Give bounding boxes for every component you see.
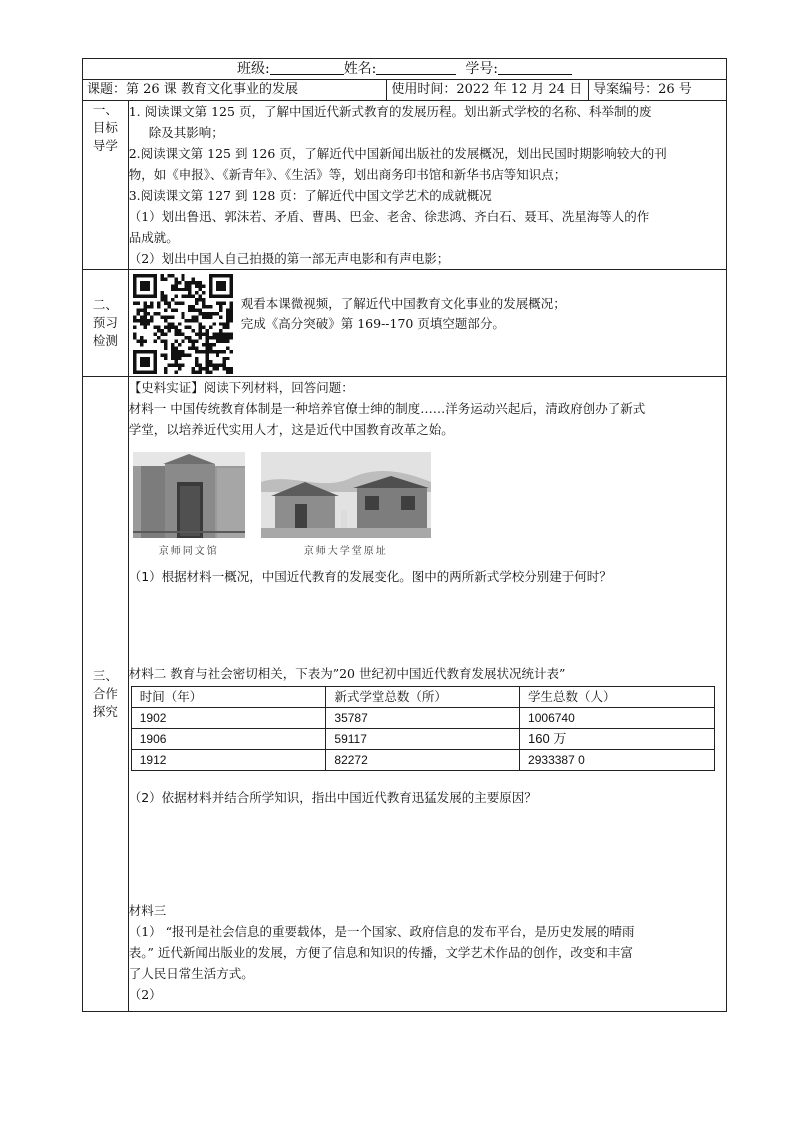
material-1-line: 材料一 中国传统教育体制是一种培养官僚士绅的制度……洋务运动兴起后，清政府创办了新式 — [128, 401, 646, 416]
section-1-label: 一、 目标 导学 — [83, 101, 129, 270]
material-3-line: （1） “报刊是社会信息的重要载体，是一个国家、政府信息的发布平台，是历史发展的晴雨 — [128, 924, 635, 939]
material-2: 材料二 教育与社会密切相关，下表为”20 世纪初中国近代教育发展状况统计表” — [128, 666, 566, 681]
table-row — [131, 729, 714, 750]
table-header: 时间（年） — [131, 687, 326, 708]
material-3-line: 了人民日常生活方式。 — [128, 966, 254, 981]
lesson-topic: 课题：第 26 课 教育文化事业的发展 — [83, 80, 387, 101]
class-label: 班级: — [236, 61, 270, 77]
student-number-label: 学号: — [465, 61, 499, 77]
lesson-plan-table — [82, 58, 727, 1012]
section-2-content — [128, 270, 726, 377]
table-cell: 35787 — [326, 708, 520, 729]
student-number-blank[interactable] — [498, 60, 572, 75]
question-2: （2）依据材料并结合所学知识，指出中国近代教育迅猛发展的主要原因？ — [128, 790, 537, 805]
goal-item: 除及其影响； — [148, 125, 224, 140]
class-blank[interactable] — [270, 60, 344, 75]
section-3-label: 三、 合作 探究 — [83, 377, 129, 1012]
photo-tongwenguan — [133, 452, 245, 562]
goal-item: 2.阅读课文第 125 到 126 页，了解近代中国新闻出版社的发展概况，划出民国时期影响较大的刊 — [128, 146, 667, 161]
answer-space-2[interactable] — [129, 808, 726, 892]
usage-time: 使用时间：2022 年 12 月 24 日 — [387, 80, 589, 101]
preview-instruction-1: 观看本课微视频，了解近代中国教育文化事业的发展概况； — [240, 296, 566, 311]
goal-item: （2）划出中国人自己拍摄的第一部无声电影和有声电影； — [128, 251, 450, 266]
evidence-intro: 【史料实证】阅读下列材料，回答问题： — [128, 380, 354, 395]
photo-jingshi-university — [261, 452, 431, 562]
tongwenguan-photo — [133, 452, 245, 538]
table-cell: 1906 — [131, 729, 326, 750]
table-cell: 82272 — [326, 750, 520, 771]
section-3-content — [128, 377, 726, 1012]
goal-item: 1. 阅读课文第 125 页，了解中国近代新式教育的发展历程。划出新式学校的名称、科举制的废 — [128, 104, 652, 119]
goal-item: 物，如《申报》、《新青年》、《生活》等，划出商务印书馆和新华书店等知识点； — [128, 167, 567, 182]
goal-item: （1）划出鲁迅、郭沫若、矛盾、曹禺、巴金、老舍、徐悲鸿、齐白石、聂耳、冼星海等人的作 — [128, 209, 650, 224]
question-1: （1）根据材料一概况，中国近代教育的发展变化。图中的两所新式学校分别建于何时？ — [128, 569, 612, 584]
education-stats-table — [131, 686, 715, 771]
table-cell: 59117 — [326, 729, 520, 750]
goal-item: 3.阅读课文第 127 到 128 页：了解近代中国文学艺术的成就概况 — [128, 188, 492, 203]
preview-instruction-2: 完成《高分突破》第 169--170 页填空题部分。 — [240, 316, 505, 331]
name-blank[interactable] — [376, 60, 456, 75]
table-header: 新式学堂总数（所） — [326, 687, 520, 708]
material-3-title: 材料三 — [128, 903, 167, 918]
material-1-line: 学堂，以培养近代实用人才，这是近代中国教育改革之始。 — [128, 422, 454, 437]
table-header: 学生总数（人） — [520, 687, 715, 708]
photo-caption: 京师同文馆 — [158, 546, 219, 557]
jingshi-university-photo — [261, 452, 431, 538]
material-3-line: （2） — [128, 987, 162, 1002]
guide-number: 导案编号：26 号 — [589, 80, 727, 101]
goal-item: 品成就。 — [128, 230, 179, 245]
section-2-label: 二、 预习 检测 — [83, 270, 129, 377]
table-cell: 1912 — [131, 750, 326, 771]
table-cell: 1006740 — [520, 708, 715, 729]
table-header-row — [131, 687, 714, 708]
table-cell: 2933387 0 — [520, 750, 715, 771]
qr-code-icon[interactable] — [133, 274, 233, 374]
student-info-header — [83, 59, 727, 80]
name-label: 姓名: — [343, 61, 377, 77]
table-cell: 160 万 — [520, 729, 715, 750]
table-cell: 1902 — [131, 708, 326, 729]
material-1-photos — [133, 452, 726, 562]
answer-space-1[interactable] — [129, 587, 726, 651]
photo-caption: 京师大学堂原址 — [303, 546, 388, 557]
table-row — [131, 750, 714, 771]
material-3-line: 表。” 近代新闻出版业的发展，方便了信息和知识的传播，文学艺术作品的创作，改变和丰富 — [128, 945, 633, 960]
table-row — [131, 708, 714, 729]
section-1-content — [128, 101, 726, 270]
